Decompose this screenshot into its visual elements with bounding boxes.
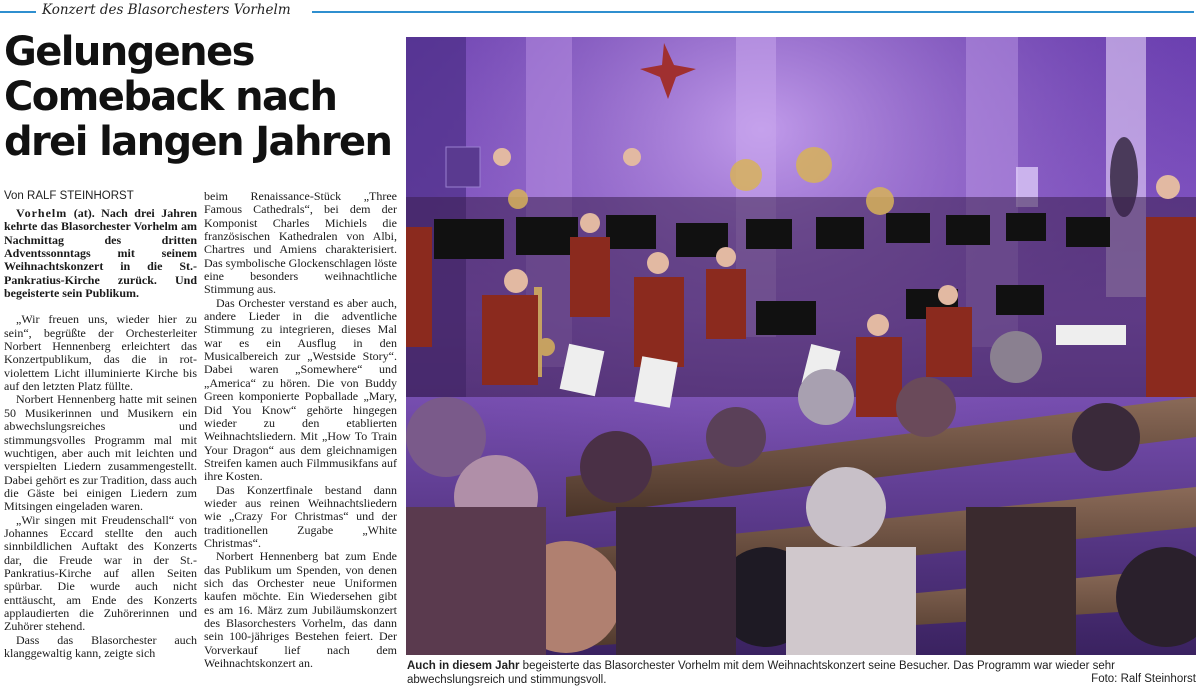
header-rule-left (0, 11, 36, 13)
article-column-2 (204, 190, 397, 670)
paragraph: „Wir freuen uns, wieder hier zu sein“, begrüßte der Orchesterleiter Norbert Hennenberg erleichtert das Konzertpublikum, das die in rot-violettem Licht illuminierte Kirche bis auf den letzten Platz füllte. (4, 312, 197, 394)
lead-place: Vorhelm (16, 206, 68, 220)
section-header (0, 0, 1200, 22)
header-rule-right (312, 11, 1194, 13)
paragraph: beim Renaissance-Stück „Three Famous Cathedrals“, bei dem der Komponist Charles Michiels die französischen Kathedralen von Albi, Chartres und Amiens charakterisiert. Das symbolische Glockenschlagen löste eine besonders weihnachtliche Stimmung aus. (204, 189, 397, 297)
caption-bold: Auch in diesem Jahr (407, 660, 520, 672)
paragraph: Das Konzertfinale bestand dann wieder aus reinen Weihnachtsliedern wie „Crazy For Christmas“ und der traditionellen Zugabe „White Christmas“. (204, 482, 397, 550)
paragraph: Dass das Blasorchester auch klanggewaltig kann, zeigte sich (4, 632, 197, 660)
article-column-1 (4, 207, 197, 660)
paragraph: „Wir singen mit Freudenschall“ von Johannes Eccard stellte den auch sinnbildlichen Auftakt des Konzerts dar, die Freude war in der St.-Pankratius-Kirche auf allen Seiten spürbar. Die wurde auch nicht enttäuscht, am Ende des Konzerts applaudierten die Zuhörerinnen und Zuhörer stehend. (4, 512, 197, 634)
lead-text: (at). Nach drei Jahren kehrte das Blasorchester Vorhelm am Nachmittag des dritten Adventssonntags mit seinem Weihnachtskonzert in die St.-Pankratius-Kirche zurück. Und begeisterte sein Publikum. (4, 206, 197, 301)
article-byline: Von RALF STEINHORST (4, 190, 134, 202)
paragraph: Norbert Hennenberg bat zum Ende das Publikum um Spenden, von denen sich das Orchester neue Uniformen kaufen möchte. Ein Wiedersehen gibt es am 16. März zum Jubiläumskonzert des Blasorchesters Vorhelm, das dann sein 100-jähriges Bestehen feiert. Der Vorverkauf lief nach dem Weihnachtskonzert an. (204, 549, 397, 671)
article-headline: Gelungenes Comeback nach drei langen Jahren (4, 29, 392, 165)
photo-caption (407, 659, 1197, 687)
paragraph: Das Orchester verstand es aber auch, andere Lieder in die adventliche Stimmung zu integrieren, dieses Mal war es ein Ausflug in den Musicalbereich zur „Westside Story“. Dabei waren „Somewhere“ und „America“ zu hören. Die von Buddy Green komponierte Popballade „Mary, Did You Know“ gehörte hingegen wieder zu den etablierten Weihnachtsliedern. Mit „How To Train Your Dragon“ aus dem gleichnamigen Streifen kamen auch Filmmusikfans auf ihre Kosten. (204, 295, 397, 484)
section-kicker: Konzert des Blasorchesters Vorhelm (42, 2, 291, 18)
concert-photo (406, 37, 1196, 655)
article-lead (4, 207, 197, 300)
photo-credit: Foto: Ralf Steinhorst (1091, 673, 1196, 685)
paragraph: Norbert Hennenberg hatte mit seinen 50 Musikerinnen und Musikern ein abwechslungsreiches und stimmungsvolles Programm mal mit wuchtigen, aber auch mit leichten und verspielten Liedern zusammengestellt. Dabei gehört es zur Tradition, dass auch die Gäste bei einigen Liedern zum Mitsingen eingeladen waren. (4, 392, 197, 514)
caption-text: begeisterte das Blasorchester Vorhelm mit dem Weihnachtskonzert seine Besucher. Das Programm war wieder sehr abwechslungsreich und stimmungsvoll. (407, 660, 1115, 686)
